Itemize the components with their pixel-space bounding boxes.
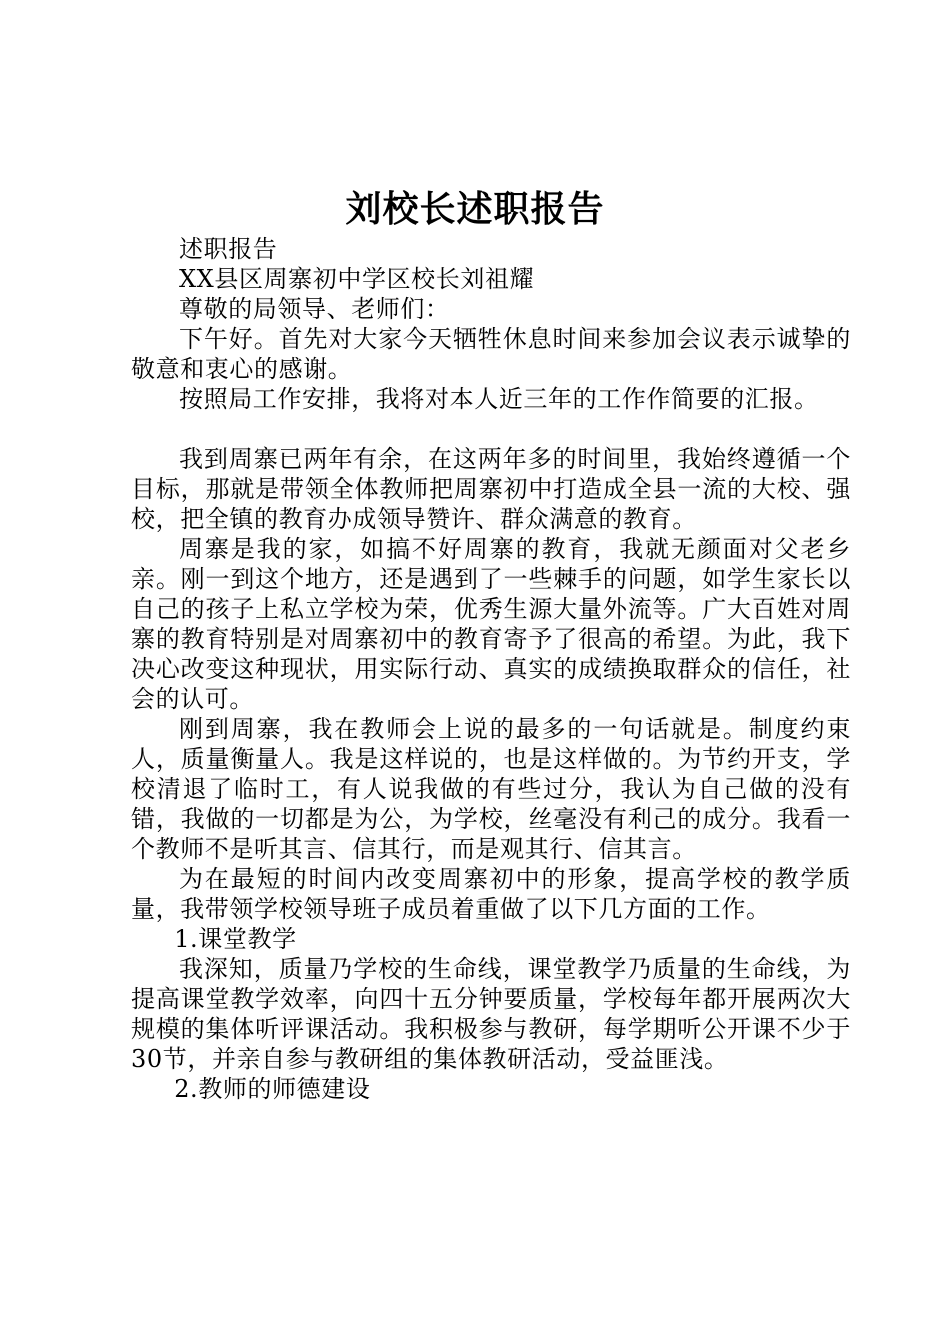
section-heading-classroom: 1.课堂教学 — [174, 925, 297, 953]
paragraph-author: XX县区周寨初中学区校长刘祖耀 — [179, 265, 535, 293]
paragraph-greeting: 下午好。首先对大家今天牺牲休息时间来参加会议表示诚挚的敬意和衷心的感谢。 — [131, 325, 851, 383]
document-body — [131, 234, 851, 1104]
paragraph-classroom: 我深知，质量乃学校的生命线，课堂教学乃质量的生命线，为提高课堂教学效率，向四十五分钟要质量，学校每年都开展两次大规模的集体听评课活动。我积极参与教研，每学期听公开课不少于30节，并亲自参与教研组的集体教研活动，受益匪浅。 — [131, 955, 851, 1073]
document-title: 刘校长述职报告 — [345, 188, 605, 230]
paragraph-heading: 述职报告 — [179, 235, 278, 263]
paragraph-hometown: 周寨是我的家，如搞不好周寨的教育，我就无颜面对父老乡亲。刚一到这个地方，还是遇到了一些棘手的问题，如学生家长以自己的孩子上私立学校为荣，优秀生源大量外流等。广大百姓对周寨的教育特别是对周寨初中的教育寄予了很高的希望。为此，我下决心改变这种现状，用实际行动、真实的成绩换取群众的信任，社会的认可。 — [131, 535, 851, 713]
paragraph-goal: 我到周寨已两年有余，在这两年多的时间里，我始终遵循一个目标，那就是带领全体教师把周寨初中打造成全县一流的大校、强校，把全镇的教育办成领导赞许、群众满意的教育。 — [131, 445, 851, 533]
paragraph-rules: 刚到周寨，我在教师会上说的最多的一句话就是。制度约束人，质量衡量人。我是这样说的，也是这样做的。为节约开支，学校清退了临时工，有人说我做的有些过分，我认为自己做的没有错，我做的一切都是为公，为学校，丝毫没有利己的成分。我看一个教师不是听其言、信其行，而是观其行、信其言。 — [131, 715, 851, 863]
paragraph-salutation: 尊敬的局领导、老师们： — [179, 295, 450, 323]
paragraph-work-intro: 为在最短的时间内改变周寨初中的形象，提高学校的教学质量，我带领学校领导班子成员着重做了以下几方面的工作。 — [131, 865, 851, 923]
paragraph-intro: 按照局工作安排，我将对本人近三年的工作作简要的汇报。 — [179, 385, 819, 413]
section-heading-ethics: 2.教师的师德建设 — [174, 1075, 371, 1103]
paragraph-spacer — [131, 414, 851, 444]
